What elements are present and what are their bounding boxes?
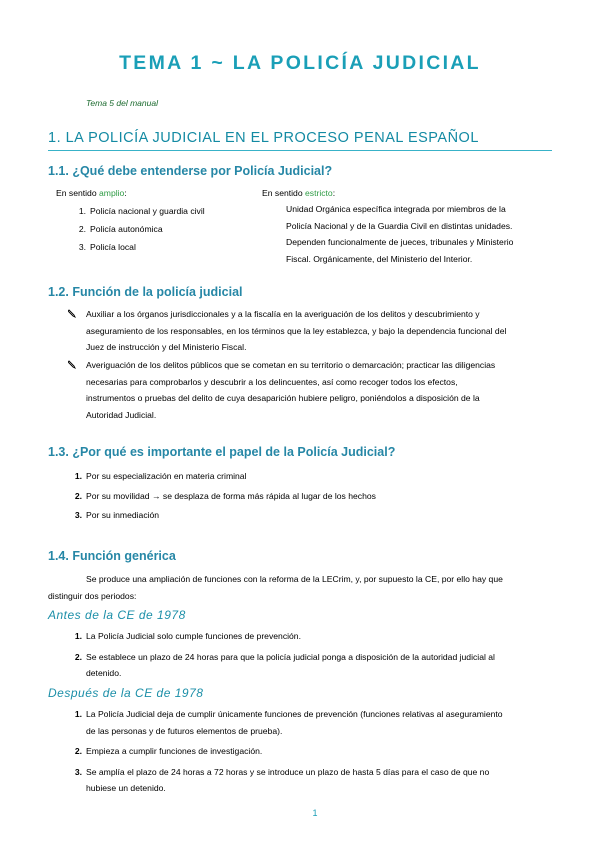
section-1-2-heading: 1.2. Función de la policía judicial (48, 285, 243, 299)
despues-list (68, 706, 554, 797)
section-1-1-heading: 1.1. ¿Qué debe entenderse por Policía Judicial? (48, 164, 333, 178)
list-item: 3. Policía local (78, 242, 136, 252)
amplio-list (72, 202, 252, 256)
page-number: 1 (312, 808, 318, 818)
list-item: 2. Policía autonómica (78, 224, 163, 234)
page-title: TEMA 1 ~ LA POLICÍA JUDICIAL (119, 52, 481, 74)
function-bullet-1: Auxiliar a los órganos jurisdiccionales y a la fiscalía en la averiguación de los delitos y descubrimiento y aseguramiento de los responsables, en los términos que la ley establezca, y bajo la dependencia funcional del Juez de instrucción y del Ministerio Fiscal. (68, 306, 556, 356)
list-item: 1. La Policía Judicial solo cumple funciones de prevención. (74, 631, 301, 641)
section-1-3-heading: 1.3. ¿Por qué es importante el papel de la Policía Judicial? (48, 445, 396, 459)
despues-heading: Después de la CE de 1978 (48, 686, 204, 700)
section-1-heading: 1. LA POLICÍA JUDICIAL EN EL PROCESO PENAL ESPAÑOL (48, 130, 479, 146)
list-item: 3. Por su inmediación (74, 510, 160, 520)
list-item: 1. Policía nacional y guardia civil (78, 206, 205, 216)
pencil-bullet-icon (68, 309, 76, 318)
section-1-rule (48, 150, 552, 151)
importance-list (68, 467, 548, 526)
pencil-bullet-icon (68, 360, 76, 369)
list-item: 2. Se establece un plazo de 24 horas para que la policía judicial ponga a disposición de la autoridad judicial al detenido. (74, 651, 495, 678)
generic-intro: Se produce una ampliación de funciones con la reforma de la LECrim, y, por supuesto la CE, por ello hay que distinguir dos periodos: (48, 574, 503, 601)
antes-list (68, 628, 554, 682)
list-item: 2. Por su movilidad → se desplaza de forma más rápida al lugar de los hechos (74, 490, 376, 501)
antes-heading: Antes de la CE de 1978 (48, 608, 186, 622)
section-1-4-heading: 1.4. Función genérica (48, 549, 176, 563)
list-item: 3. Se amplía el plazo de 24 horas a 72 horas y se introduce un plazo de hasta 5 días para el caso de que no hubiese un detenido. (74, 766, 490, 793)
amplio-label: En sentido amplio: (56, 188, 127, 198)
list-item: 1. La Policía Judicial deja de cumplir únicamente funciones de prevención (funciones relativas al aseguramiento de las personas y de futuros elementos de prueba). (74, 709, 503, 736)
function-bullet-2: Averiguación de los delitos públicos que se cometan en su territorio o demarcación; practicar las diligencias necesarias para comprobarlos y descubrir a los delincuentes, así como recoger todos los efectos, instrumentos o pruebas del delito de cuya desaparición hubiere peligro, poniéndolos a disposición de la Autoridad Judicial. (68, 357, 556, 423)
amplio-word: amplio (99, 188, 125, 198)
subnote: Tema 5 del manual (86, 98, 158, 108)
estricto-paragraph: Unidad Orgánica específica integrada por miembros de la Policía Nacional y de la Guardia Civil en distintas unidades. Dependen funcionalmente de jueces, tribunales y Ministerio Fiscal. Orgánicamente, del Ministerio del Interior. (286, 204, 514, 264)
estricto-word: estricto (305, 188, 333, 198)
list-item: 2. Empieza a cumplir funciones de investigación. (74, 746, 263, 756)
list-item: 1. Por su especialización en materia criminal (74, 471, 247, 481)
estricto-label: En sentido estricto: (262, 188, 336, 198)
